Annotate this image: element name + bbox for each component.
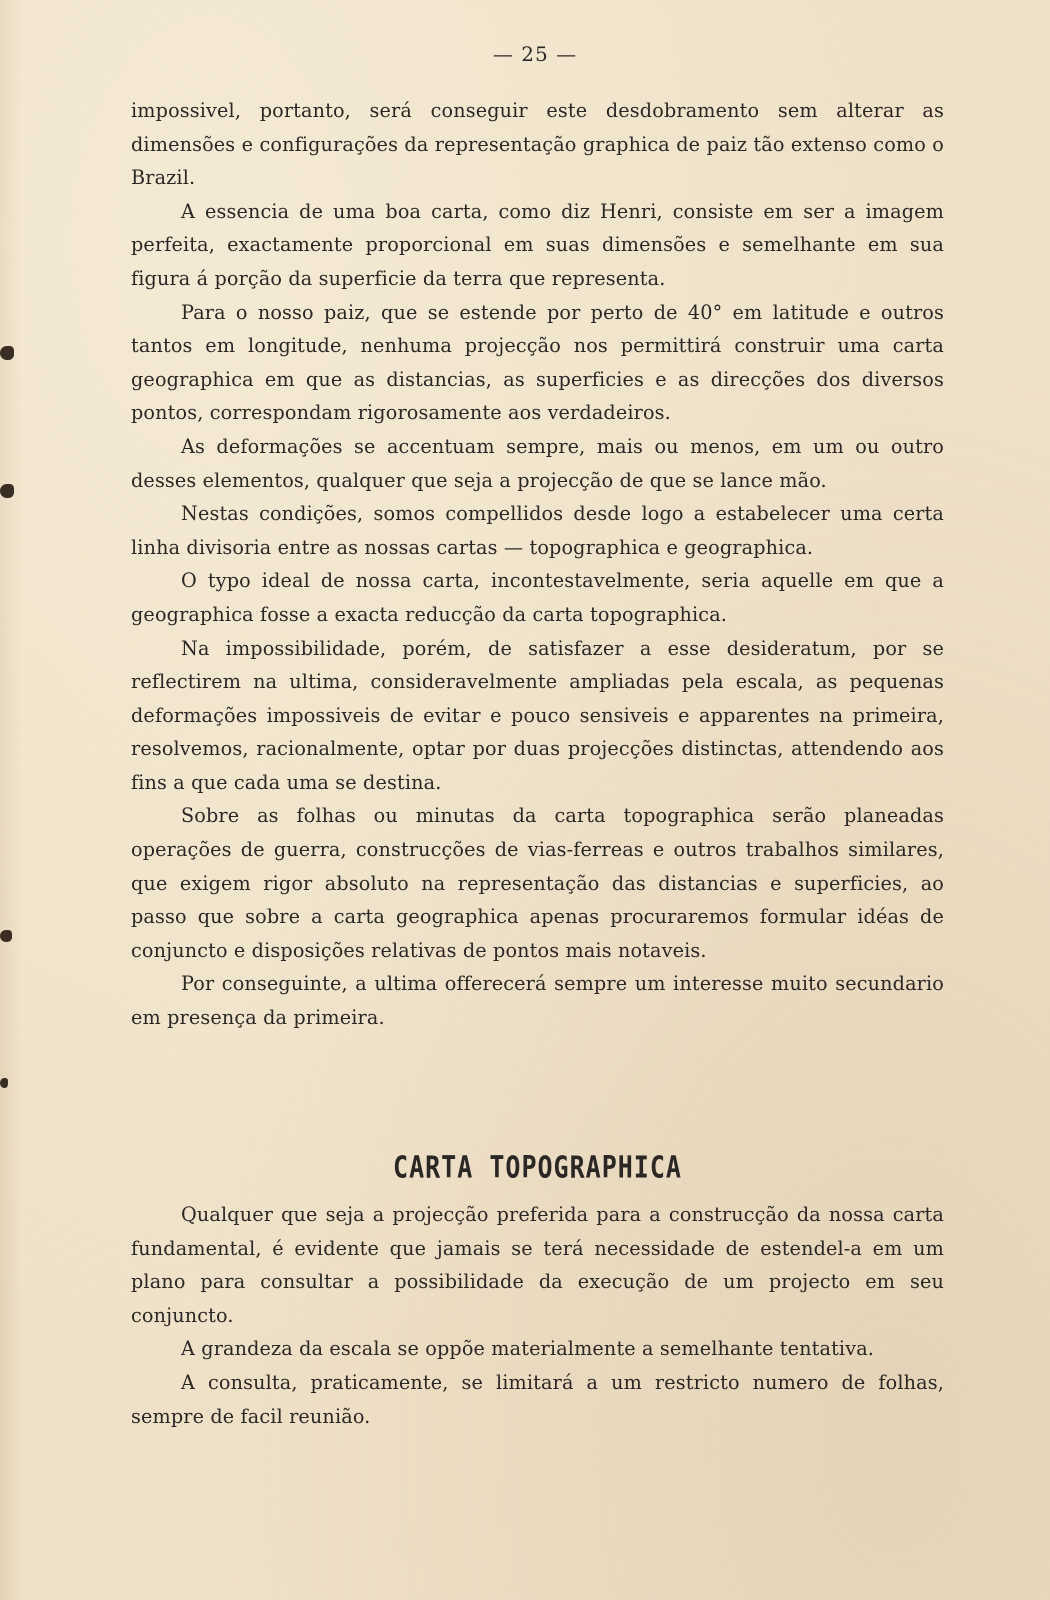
binding-hole-mark bbox=[0, 1078, 8, 1088]
paragraph: A consulta, praticamente, se limitará a um restricto numero de folhas, sempre de facil reunião. bbox=[131, 1370, 944, 1428]
paragraph: O typo ideal de nossa carta, incontestavelmente, seria aquelle em que a geographica fosse a exacta reducção da carta topographica. bbox=[131, 569, 944, 626]
paragraph: Nestas condições, somos compellidos desde logo a estabelecer uma certa linha divisoria entre as nossas cartas — topographica e geographica. bbox=[131, 502, 944, 559]
body-text-after-heading bbox=[131, 1198, 944, 1433]
paragraph: Para o nosso paiz, que se estende por perto de 40° em latitude e outros tantos em longitude, nenhuma projecção nos permittirá construir uma carta geographica em que as distancias, as superficies e as direcções dos diversos pontos, correspondam rigorosamente aos verdadeiros. bbox=[131, 300, 944, 425]
section-heading: CARTA TOPOGRAPHICA bbox=[393, 1150, 682, 1185]
paragraph: As deformações se accentuam sempre, mais ou menos, em um ou outro desses elementos, qualquer que seja a projecção de que se lance mão. bbox=[131, 434, 944, 492]
paragraph: A grandeza da escala se oppõe materialmente a semelhante tentativa. bbox=[181, 1337, 875, 1361]
paragraph: Por conseguinte, a ultima offerecerá sempre um interesse muito secundario em presença da primeira. bbox=[131, 972, 944, 1030]
paragraph: impossivel, portanto, será conseguir este desdobramento sem alterar as dimensões e configurações da representação graphica de paiz tão extenso como o Brazil. bbox=[131, 99, 944, 190]
body-text-before-heading bbox=[131, 94, 944, 1035]
paragraph: A essencia de uma boa carta, como diz Henri, consiste em ser a imagem perfeita, exactamente proporcional em suas dimensões e semelhante em sua figura á porção da superficie da terra que representa. bbox=[131, 199, 944, 290]
binding-hole-mark bbox=[0, 346, 14, 360]
binding-hole-mark bbox=[0, 484, 14, 498]
binding-hole-mark bbox=[0, 930, 12, 942]
paragraph: Qualquer que seja a projecção preferida para a construcção da nossa carta fundamental, é evidente que jamais se terá necessidade de estendel-a em um plano para consultar a possibilidade da execução de um projecto em seu conjuncto. bbox=[131, 1203, 944, 1327]
page-number: — 25 — bbox=[492, 42, 578, 66]
paragraph: Na impossibilidade, porém, de satisfazer a esse desideratum, por se reflectirem na ultima, consideravelmente ampliadas pela escala, as pequenas deformações impossiveis de evitar e pouco sensiveis e apparentes na primeira, resolvemos, racionalmente, optar por duas projecções distinctas, attendendo aos fins a que cada uma se destina. bbox=[131, 636, 944, 794]
paragraph: Sobre as folhas ou minutas da carta topographica serão planeadas operações de guerra, construcções de vias-ferreas e outros trabalhos similares, que exigem rigor absoluto na representação das distancias e superficies, ao passo que sobre a carta geographica apenas procuraremos formular idéas de conjuncto e disposições relativas de pontos mais notaveis. bbox=[131, 804, 944, 962]
